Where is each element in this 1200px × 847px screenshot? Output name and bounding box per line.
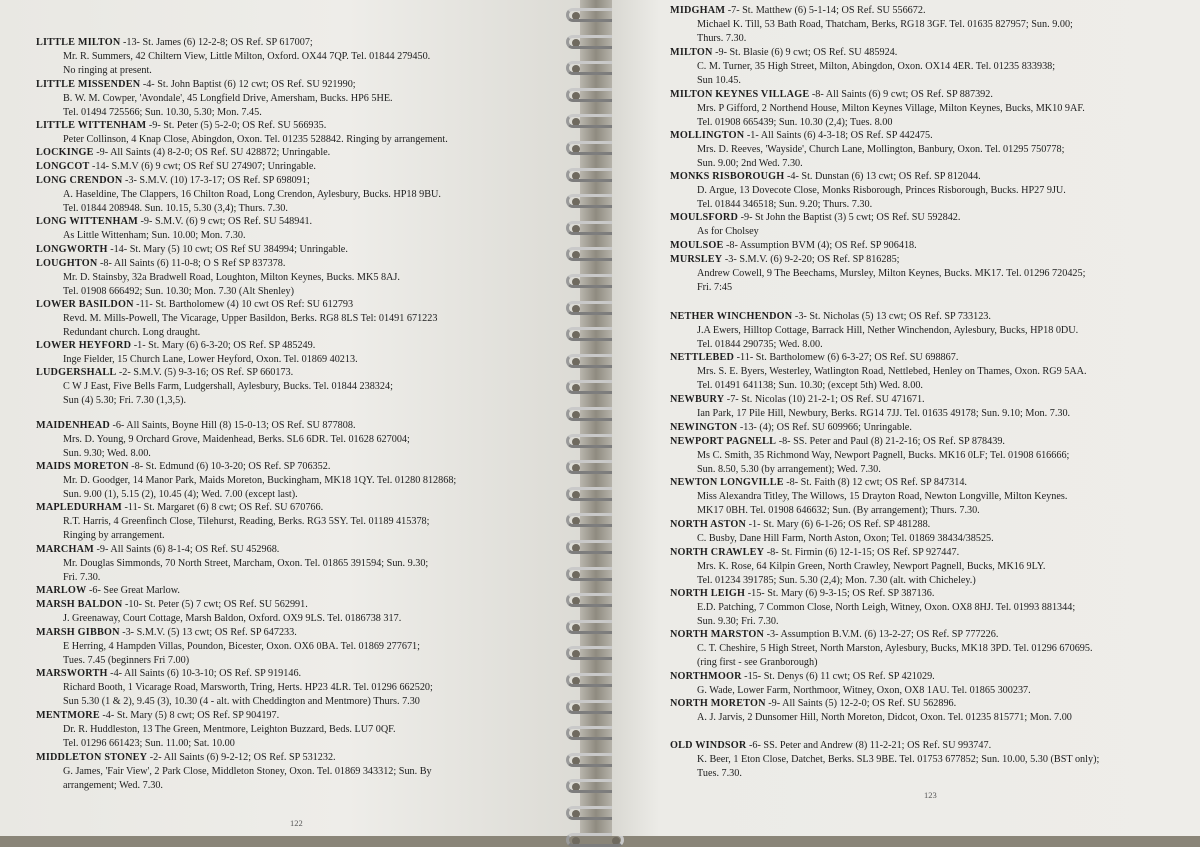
tower-name: MENTMORE — [36, 710, 100, 721]
directory-entry — [36, 366, 393, 408]
tower-name: MIDGHAM — [670, 5, 726, 16]
entry-heading — [36, 584, 180, 598]
contact-line: Ringing by arrangement. — [63, 529, 165, 541]
contact-line: Inge Fielder, 15 Church Lane, Lower Heyford, Oxon. Tel. 01869 40213. — [63, 353, 358, 365]
tower-name: MARCHAM — [36, 544, 94, 555]
entry-heading — [670, 670, 1031, 684]
contact-line: As Little Wittenham; Sun. 10.00; Mon. 7.30. — [63, 229, 246, 241]
contact-line: Fri. 7.30. — [63, 571, 101, 583]
tower-details: -11- St. Bartholomew (6) 6-3-27; OS Ref. SU 698867. — [734, 352, 959, 363]
entry-heading — [36, 626, 420, 640]
directory-entry — [36, 339, 358, 367]
tower-details: -8- St. Firmin (6) 12-1-15; OS Ref. SP 927447. — [764, 547, 960, 558]
directory-entry — [36, 460, 456, 502]
tower-details: -9- S.M.V. (6) 9 cwt; OS Ref. SU 548941. — [137, 216, 313, 227]
tower-name: MAPLEDURHAM — [36, 502, 122, 513]
tower-details: -3- S.M.V. (5) 13 cwt; OS Ref. SP 647233. — [119, 627, 297, 638]
contact-line: J. Greenaway, Court Cottage, Marsh Baldon, Oxford. OX9 9LS. Tel. 0186738 317. — [63, 612, 402, 624]
contact-line: Mr. R. Summers, 42 Chiltern View, Little Milton, Oxford. OX44 7QP. Tel. 01844 279450. — [63, 50, 431, 62]
tower-name: NEWPORT PAGNELL — [670, 436, 777, 447]
tower-details: -9- All Saints (4) 8-2-0; OS Ref. SU 428872; Unringable. — [93, 147, 331, 158]
tower-name: MURSLEY — [670, 254, 723, 265]
directory-entry — [36, 257, 400, 299]
entry-heading — [670, 170, 1066, 184]
right-page-number: 123 — [924, 790, 937, 800]
tower-details: -13- St. James (6) 12-2-8; OS Ref. SP 617007; — [120, 37, 313, 48]
tower-details: -2- S.M.V. (5) 9-3-16; OS Ref. SP 660173. — [116, 367, 294, 378]
directory-entry — [36, 751, 432, 793]
tower-details: -4- St. John Baptist (6) 12 cwt; OS Ref. SU 921990; — [140, 79, 356, 90]
directory-entry — [670, 546, 1045, 588]
tower-name: MOULSOE — [670, 240, 724, 251]
tower-details: -9- All Saints (6) 8-1-4; OS Ref. SU 452968. — [93, 544, 280, 555]
tower-name: LUDGERSHALL — [36, 367, 117, 378]
contact-line: Tel. 01491 641138; Sun. 10.30; (except 5th) Wed. 8.00. — [697, 379, 923, 391]
directory-entry — [670, 421, 912, 435]
contact-line: Mr. D. Goodger, 14 Manor Park, Maids Moreton, Buckingham, MK18 1QY. Tel. 01280 812868; — [63, 474, 457, 486]
entry-heading — [36, 146, 330, 160]
tower-name: NEWINGTON — [670, 422, 738, 433]
contact-line: Tel. 01908 665439; Sun. 10.30 (2,4); Tues. 8.00 — [697, 116, 893, 128]
tower-name: MOLLINGTON — [670, 130, 745, 141]
contact-line: R.T. Harris, 4 Greenfinch Close, Tilehurst, Reading, Berks. RG3 5SY. Tel. 01189 415378; — [63, 515, 430, 527]
contact-line: D. Argue, 13 Dovecote Close, Monks Risborough, Princes Risborough, Bucks. HP27 9JU. — [697, 184, 1066, 196]
tower-name: LITTLE MILTON — [36, 37, 121, 48]
tower-name: MARSH BALDON — [36, 599, 123, 610]
contact-line: Mrs. D. Reeves, 'Wayside', Church Lane, Mollington, Banbury, Oxon. Tel. 01295 750778; — [697, 143, 1065, 155]
contact-line: Tel. 01844 290735; Wed. 8.00. — [697, 338, 823, 350]
tower-details: -8- All Saints (6) 9 cwt; OS Ref. SP 887392. — [809, 89, 993, 100]
contact-line: C. T. Cheshire, 5 High Street, North Marston, Aylesbury, Bucks, MK18 3PD. Tel. 01296 670695. — [697, 642, 1093, 654]
right-page — [612, 0, 1200, 836]
tower-details: -15- St. Denys (6) 11 cwt; OS Ref. SP 421029. — [741, 671, 935, 682]
tower-name: MAIDENHEAD — [36, 420, 110, 431]
tower-details: -4- St. Dunstan (6) 13 cwt; OS Ref. SP 812044. — [784, 171, 981, 182]
contact-line: Sun. 9.30; Wed. 8.00. — [63, 447, 151, 459]
entry-heading — [36, 751, 432, 765]
tower-name: MARSWORTH — [36, 668, 108, 679]
contact-line: C W J East, Five Bells Farm, Ludgershall, Aylesbury, Bucks. Tel. 01844 238324; — [63, 380, 393, 392]
contact-line: Sun 10.45. — [697, 74, 741, 86]
tower-details: -6- SS. Peter and Andrew (8) 11-2-21; OS Ref. SU 993747. — [746, 740, 992, 751]
tower-details: -1- St. Mary (6) 6-1-26; OS Ref. SP 481288. — [746, 519, 931, 530]
directory-entry — [36, 626, 420, 668]
contact-line: (ring first - see Granborough) — [697, 656, 818, 668]
entry-heading — [36, 257, 400, 271]
directory-entry — [36, 298, 437, 340]
tower-name: NORTHMOOR — [670, 671, 742, 682]
tower-details: -14- S.M.V (6) 9 cwt; OS Ref SU 274907; Unringable. — [89, 161, 316, 172]
contact-line: Tel. 01908 666492; Sun. 10.30; Mon. 7.30 (Alt Shenley) — [63, 285, 295, 297]
tower-name: LOCKINGE — [36, 147, 94, 158]
contact-line: Sun. 8.50, 5.30 (by arrangement); Wed. 7.30. — [697, 463, 881, 475]
tower-details: -11- St. Margaret (6) 8 cwt; OS Ref. SU 670766. — [121, 502, 324, 513]
directory-entry — [670, 88, 1085, 130]
entry-heading — [670, 739, 1099, 753]
tower-details: -14- St. Mary (5) 10 cwt; OS Ref SU 384994; Unringable. — [107, 244, 348, 255]
entry-heading — [36, 298, 437, 312]
entry-heading — [36, 36, 430, 50]
tower-details: -3- S.M.V. (10) 17-3-17; OS Ref. SP 698091; — [122, 175, 310, 186]
contact-line: No ringing at present. — [63, 64, 152, 76]
contact-line: MK17 0BH. Tel. 01908 646632; Sun. (By arrangement); Thurs. 7.30. — [697, 504, 980, 516]
contact-line: Revd. M. Mills-Powell, The Vicarage, Upper Basildon, Berks. RG8 8LS Tel: 01491 671223 — [63, 312, 438, 324]
tower-details: -8- St. Faith (8) 12 cwt; OS Ref. SP 847314. — [783, 477, 967, 488]
contact-line: Richard Booth, 1 Vicarage Road, Marsworth, Tring, Herts. HP23 4LR. Tel. 01296 662520; — [63, 681, 433, 693]
tower-name: MARLOW — [36, 585, 87, 596]
contact-line: Tues. 7.30. — [697, 767, 742, 779]
contact-line: Andrew Cowell, 9 The Beechams, Mursley, Milton Keynes, Bucks. MK17. Tel. 01296 720425; — [697, 267, 1086, 279]
tower-details: -3- S.M.V. (6) 9-2-20; OS Ref. SP 816285; — [722, 254, 900, 265]
directory-entry — [36, 543, 428, 585]
directory-entry — [670, 628, 1093, 670]
tower-details: -9- St John the Baptist (3) 5 cwt; OS Ref. SU 592842. — [738, 212, 961, 223]
contact-line: Mrs. S. E. Byers, Westerley, Watlington Road, Nettlebed, Henley on Thames, Oxon. RG9 5AA. — [697, 365, 1087, 377]
contact-line: A. J. Jarvis, 2 Dunsomer Hill, North Moreton, Didcot, Oxon. Tel. 01235 815771; Mon. 7.00 — [697, 711, 1072, 723]
tower-name: LITTLE MISSENDEN — [36, 79, 141, 90]
entry-heading — [670, 518, 994, 532]
tower-name: MAIDS MORETON — [36, 461, 129, 472]
tower-name: NORTH MARSTON — [670, 629, 765, 640]
contact-line: As for Cholsey — [697, 225, 759, 237]
tower-name: MILTON — [670, 47, 713, 58]
contact-line: Thurs. 7.30. — [697, 32, 747, 44]
entry-heading — [36, 215, 312, 229]
tower-name: MONKS RISBOROUGH — [670, 171, 785, 182]
left-page — [0, 0, 580, 836]
tower-details: -7- St. Matthew (6) 5-1-14; OS Ref. SU 556672. — [725, 5, 926, 16]
tower-name: LOWER BASILDON — [36, 299, 134, 310]
contact-line: K. Beer, 1 Eton Close, Datchet, Berks. SL3 9BE. Tel. 01753 677852; Sun. 10.00, 5.30 (BST only); — [697, 753, 1100, 765]
directory-entry — [36, 598, 401, 626]
directory-entry — [36, 119, 448, 147]
entry-heading — [36, 243, 348, 257]
tower-name: MARSH GIBBON — [36, 627, 120, 638]
entry-heading — [670, 211, 960, 225]
contact-line: Ms C. Smith, 35 Richmond Way, Newport Pagnell, Bucks. MK16 0LF; Tel. 01908 616666; — [697, 449, 1070, 461]
contact-line: B. W. M. Cowper, 'Avondale', 45 Longfield Drive, Amersham, Bucks. HP6 5HE. — [63, 92, 393, 104]
tower-details: -8- St. Edmund (6) 10-3-20; OS Ref. SP 706352. — [128, 461, 331, 472]
entry-heading — [670, 351, 1087, 365]
contact-line: Redundant church. Long draught. — [63, 326, 201, 338]
entry-heading — [36, 419, 410, 433]
contact-line: Michael K. Till, 53 Bath Road, Thatcham, Berks, RG18 3GF. Tel. 01635 827957; Sun. 9.00; — [697, 18, 1073, 30]
tower-details: -15- St. Mary (6) 9-3-15; OS Ref. SP 387136. — [745, 588, 935, 599]
contact-line: C. Busby, Dane Hill Farm, North Aston, Oxon; Tel. 01869 38434/38525. — [697, 532, 994, 544]
tower-details: -9- All Saints (5) 12-2-0; OS Ref. SU 562896. — [765, 698, 957, 709]
tower-details: -9- St. Peter (5) 5-2-0; OS Ref. SU 566935. — [146, 120, 327, 131]
tower-name: LONGCOT — [36, 161, 90, 172]
entry-heading — [670, 129, 1064, 143]
entry-heading — [36, 667, 433, 681]
contact-line: Mrs. D. Young, 9 Orchard Grove, Maidenhead, Berks. SL6 6DR. Tel. 01628 627004; — [63, 433, 410, 445]
tower-name: NORTH LEIGH — [670, 588, 746, 599]
entry-heading — [670, 587, 1075, 601]
tower-details: -9- St. Blasie (6) 9 cwt; OS Ref. SU 485924. — [712, 47, 898, 58]
tower-name: NEWBURY — [670, 394, 725, 405]
entry-heading — [36, 366, 393, 380]
directory-entry — [36, 160, 316, 174]
tower-details: -1- St. Mary (6) 6-3-20; OS Ref. SP 485249. — [131, 340, 316, 351]
directory-entry — [36, 419, 410, 461]
directory-entry — [36, 243, 348, 257]
tower-details: -1- All Saints (6) 4-3-18; OS Ref. SP 442475. — [744, 130, 933, 141]
contact-line: Tel. 01844 208948. Sun. 10.15, 5.30 (3,4); Thurs. 7.30. — [63, 202, 288, 214]
contact-line: Tel. 01844 346518; Sun. 9.20; Thurs. 7.30. — [697, 198, 873, 210]
contact-line: Mr. Douglas Simmonds, 70 North Street, Marcham, Oxon. Tel. 01865 391594; Sun. 9.30; — [63, 557, 429, 569]
contact-line: E.D. Patching, 7 Common Close, North Leigh, Witney, Oxon. OX8 8HJ. Tel. 01993 881344; — [697, 601, 1076, 613]
entry-heading — [670, 628, 1093, 642]
directory-entry — [36, 146, 330, 160]
entry-heading — [670, 421, 912, 435]
entry-heading — [670, 393, 1070, 407]
tower-details: -6- All Saints, Boyne Hill (8) 15-0-13; OS Ref. SU 877808. — [109, 420, 356, 431]
entry-heading — [670, 476, 1067, 490]
entry-heading — [36, 78, 393, 92]
contact-line: Sun. 9.00 (1), 5.15 (2), 10.45 (4); Wed. 7.00 (except last). — [63, 488, 298, 500]
entry-heading — [36, 460, 456, 474]
directory-entry — [670, 697, 1072, 725]
entry-heading — [36, 543, 428, 557]
tower-details: -6- See Great Marlow. — [86, 585, 180, 596]
tower-name: LITTLE WITTENHAM — [36, 120, 147, 131]
entry-heading — [670, 310, 1078, 324]
contact-line: A. Haseldine, The Clappers, 16 Chilton Road, Long Crendon, Aylesbury, Bucks. HP18 9BU. — [63, 188, 441, 200]
entry-heading — [670, 435, 1069, 449]
entry-heading — [36, 119, 448, 133]
tower-name: OLD WINDSOR — [670, 740, 747, 751]
tower-details: -11- St. Bartholomew (4) 10 cwt OS Ref: SU 612793 — [133, 299, 354, 310]
directory-entry — [670, 393, 1070, 421]
directory-entry — [670, 351, 1087, 393]
contact-line: E Herring, 4 Hampden Villas, Poundon, Bicester, Oxon. OX6 0BA. Tel. 01869 277671; — [63, 640, 420, 652]
entry-heading — [670, 239, 917, 253]
tower-details: -4- All Saints (6) 10-3-10; OS Ref. SP 919146. — [107, 668, 302, 679]
entry-heading — [670, 253, 1085, 267]
contact-line: Sun. 9.00; 2nd Wed. 7.30. — [697, 157, 803, 169]
contact-line: J.A Ewers, Hilltop Cottage, Barrack Hill, Nether Winchendon, Aylesbury, Bucks, HP18 0DU. — [697, 324, 1079, 336]
tower-name: NORTH ASTON — [670, 519, 747, 530]
contact-line: G. Wade, Lower Farm, Northmoor, Witney, Oxon, OX8 1AU. Tel. 01865 300237. — [697, 684, 1031, 696]
tower-name: LONG CRENDON — [36, 175, 123, 186]
entry-heading — [670, 4, 1073, 18]
tower-name: LONG WITTENHAM — [36, 216, 138, 227]
directory-entry — [670, 46, 1055, 88]
contact-line: Sun. 9.30; Fri. 7.30. — [697, 615, 779, 627]
contact-line: G. James, 'Fair View', 2 Park Close, Middleton Stoney, Oxon. Tel. 01869 343312; Sun. By — [63, 765, 432, 777]
entry-heading — [670, 46, 1055, 60]
tower-details: -8- Assumption BVM (4); OS Ref. SP 906418. — [723, 240, 917, 251]
tower-name: MIDDLETON STONEY — [36, 752, 148, 763]
directory-entry — [36, 501, 430, 543]
tower-name: NORTH MORETON — [670, 698, 766, 709]
entry-heading — [36, 598, 401, 612]
entry-heading — [36, 160, 316, 174]
directory-entry — [36, 78, 393, 120]
contact-line: Tues. 7.45 (beginners Fri 7.00) — [63, 654, 190, 666]
entry-heading — [36, 709, 396, 723]
contact-line: Miss Alexandra Titley, The Willows, 15 Drayton Road, Newton Longville, Milton Keynes. — [697, 490, 1068, 502]
tower-details: -7- St. Nicolas (10) 21-2-1; OS Ref. SU 471671. — [724, 394, 925, 405]
tower-details: -13- (4); OS Ref. SU 609966; Unringable. — [737, 422, 912, 433]
tower-name: NETTLEBED — [670, 352, 735, 363]
left-page-number: 122 — [290, 818, 303, 828]
entry-heading — [670, 88, 1085, 102]
entry-heading — [670, 546, 1045, 560]
contact-line: Sun (4) 5.30; Fri. 7.30 (1,3,5). — [63, 394, 187, 406]
tower-details: -3- St. Nicholas (5) 13 cwt; OS Ref. SP 733123. — [792, 311, 991, 322]
directory-entry — [670, 739, 1099, 781]
directory-entry — [670, 211, 960, 239]
contact-line: Tel. 01234 391785; Sun. 5.30 (2,4); Mon. 7.30 (alt. with Chicheley.) — [697, 574, 976, 586]
entry-heading — [36, 174, 441, 188]
directory-entry — [36, 36, 430, 78]
directory-entry — [670, 129, 1064, 171]
tower-name: LONGWORTH — [36, 244, 108, 255]
tower-name: MILTON KEYNES VILLAGE — [670, 89, 810, 100]
directory-entry — [670, 239, 917, 253]
contact-line: Mr. D. Stainsby, 32a Bradwell Road, Loughton, Milton Keynes, Bucks. MK5 8AJ. — [63, 271, 400, 283]
contact-line: Tel. 01296 661423; Sun. 11.00; Sat. 10.00 — [63, 737, 235, 749]
directory-entry — [36, 215, 312, 243]
directory-entry — [670, 170, 1066, 212]
contact-line: Tel. 01494 725566; Sun. 10.30, 5.30; Mon. 7.45. — [63, 106, 262, 118]
entry-heading — [36, 339, 358, 353]
directory-entry — [670, 670, 1031, 698]
directory-entry — [36, 174, 441, 216]
contact-line: Fri. 7:45 — [697, 281, 733, 293]
directory-entry — [670, 310, 1078, 352]
contact-line: Sun 5.30 (1 & 2), 9.45 (3), 10.30 (4 - alt. with Cheddington and Mentmore) Thurs. 7.30 — [63, 695, 420, 707]
directory-entry — [36, 584, 180, 598]
contact-line: Peter Collinson, 4 Knap Close, Abingdon, Oxon. Tel. 01235 528842. Ringing by arrangement. — [63, 133, 448, 145]
contact-line: arrangement; Wed. 7.30. — [63, 779, 163, 791]
directory-entry — [670, 518, 994, 546]
directory-entry — [670, 587, 1075, 629]
contact-line: C. M. Turner, 35 High Street, Milton, Abingdon, Oxon. OX14 4ER. Tel. 01235 833938; — [697, 60, 1056, 72]
directory-entry — [670, 476, 1067, 518]
tower-name: LOWER HEYFORD — [36, 340, 132, 351]
directory-entry — [670, 435, 1069, 477]
directory-entry — [36, 667, 433, 709]
tower-details: -3- Assumption B.V.M. (6) 13-2-27; OS Ref. SP 777226. — [764, 629, 999, 640]
tower-name: NEWTON LONGVILLE — [670, 477, 784, 488]
tower-name: LOUGHTON — [36, 258, 98, 269]
tower-details: -4- St. Mary (5) 8 cwt; OS Ref. SP 904197. — [99, 710, 280, 721]
tower-details: -8- SS. Peter and Paul (8) 21-2-16; OS Ref. SP 878439. — [776, 436, 1005, 447]
tower-details: -2- All Saints (6) 9-2-12; OS Ref. SP 531232. — [147, 752, 336, 763]
directory-entry — [670, 4, 1073, 46]
contact-line: Mrs. K. Rose, 64 Kilpin Green, North Crawley, Newport Pagnell, Bucks, MK16 9LY. — [697, 560, 1046, 572]
contact-line: Mrs. P Gifford, 2 Northend House, Milton Keynes Village, Milton Keynes, Bucks, MK10 9AF. — [697, 102, 1085, 114]
contact-line: Ian Park, 17 Pile Hill, Newbury, Berks. RG14 7JJ. Tel. 01635 49178; Sun. 9.10; Mon. 7.30. — [697, 407, 1071, 419]
entry-heading — [670, 697, 1072, 711]
tower-name: NETHER WINCHENDON — [670, 311, 793, 322]
directory-entry — [36, 709, 396, 751]
tower-details: -10- St. Peter (5) 7 cwt; OS Ref. SU 562991. — [122, 599, 308, 610]
entry-heading — [36, 501, 430, 515]
tower-details: -8- All Saints (6) 11-0-8; O S Ref SP 837378. — [97, 258, 286, 269]
directory-entry — [670, 253, 1085, 295]
contact-line: Dr. R. Huddleston, 13 The Green, Mentmore, Leighton Buzzard, Beds. LU7 0QF. — [63, 723, 396, 735]
tower-name: NORTH CRAWLEY — [670, 547, 765, 558]
tower-name: MOULSFORD — [670, 212, 739, 223]
